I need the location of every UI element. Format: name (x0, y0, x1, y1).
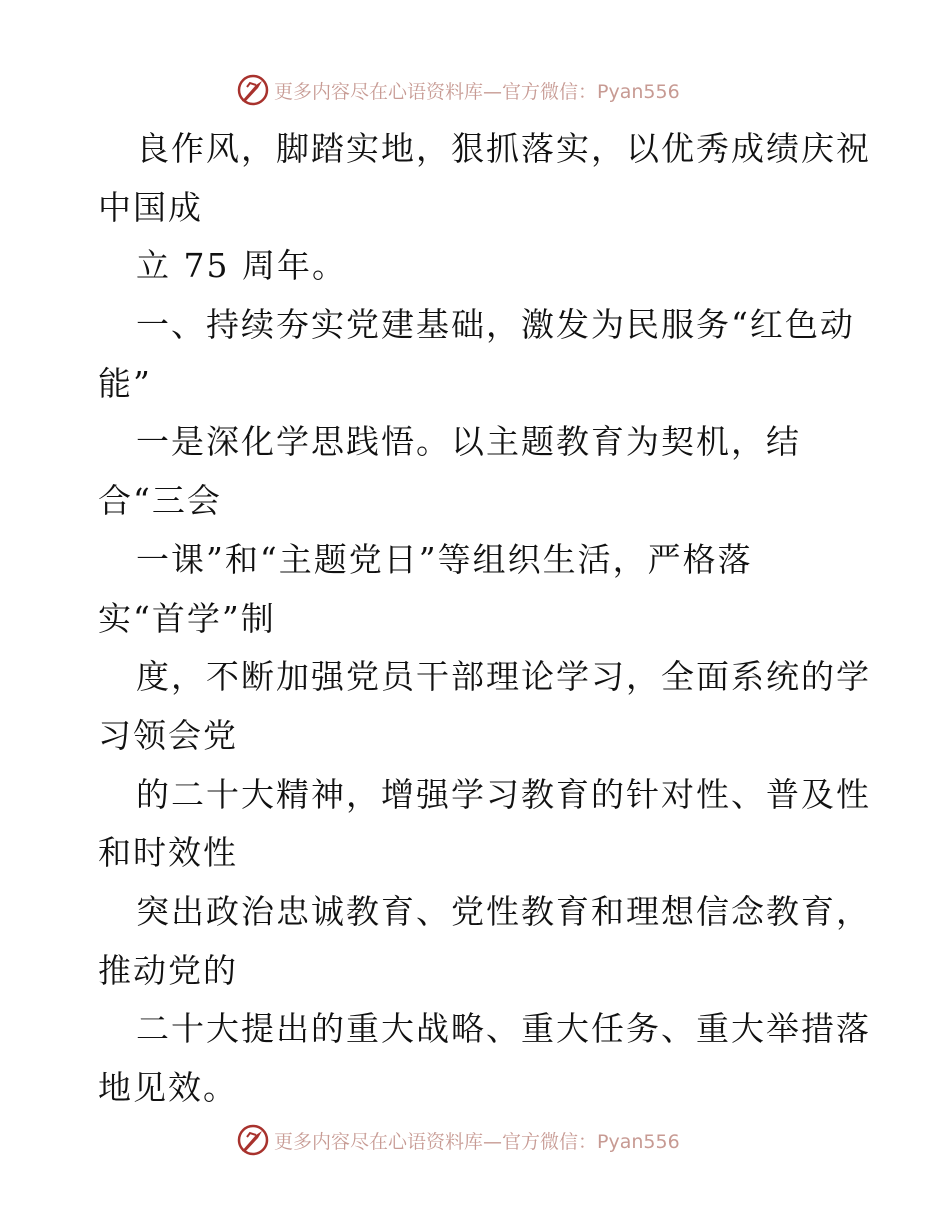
text-line: 实“首学”制 (98, 598, 276, 638)
watermark-text: 更多内容尽在心语资料库—官方微信：Pyan556 (274, 80, 680, 103)
text-line: 一、持续夯实党建基础，激发为民服务“红色动 (136, 305, 855, 345)
text-line: 一是深化学思践悟。以主题教育为契机，结 (136, 422, 801, 462)
text-line: 的二十大精神，增强学习教育的针对性、普及性 (136, 774, 871, 814)
text-line: 习领会党 (98, 715, 238, 755)
watermark-text: 更多内容尽在心语资料库—官方微信：Pyan556 (274, 1130, 680, 1153)
text-line: 中国成 (98, 187, 203, 227)
text-line: 地见效。 (98, 1068, 238, 1107)
quill-pen-icon (236, 1123, 270, 1157)
text-line: 度，不断加强党员干部理论学习，全面系统的学 (136, 657, 871, 697)
text-line: 突出政治忠诚教育、党性教育和理想信念教育， (136, 891, 871, 931)
document-body (98, 120, 878, 1118)
quill-pen-icon (236, 73, 270, 107)
text-line: 良作风，脚踏实地，狠抓落实，以优秀成绩庆祝 (136, 129, 871, 168)
text-line: 能” (98, 363, 152, 403)
footer-watermark (236, 1122, 680, 1158)
text-line: 推动党的 (98, 950, 238, 990)
header-watermark (236, 72, 680, 108)
text-line: 立 75 周年。 (136, 246, 347, 286)
text-line: 一课”和“主题党日”等组织生活，严格落 (136, 539, 753, 579)
text-line: 和时效性 (98, 833, 238, 873)
text-line: 二十大提出的重大战略、重大任务、重大举措落 (136, 1009, 871, 1049)
text-line: 合“三会 (98, 481, 222, 521)
